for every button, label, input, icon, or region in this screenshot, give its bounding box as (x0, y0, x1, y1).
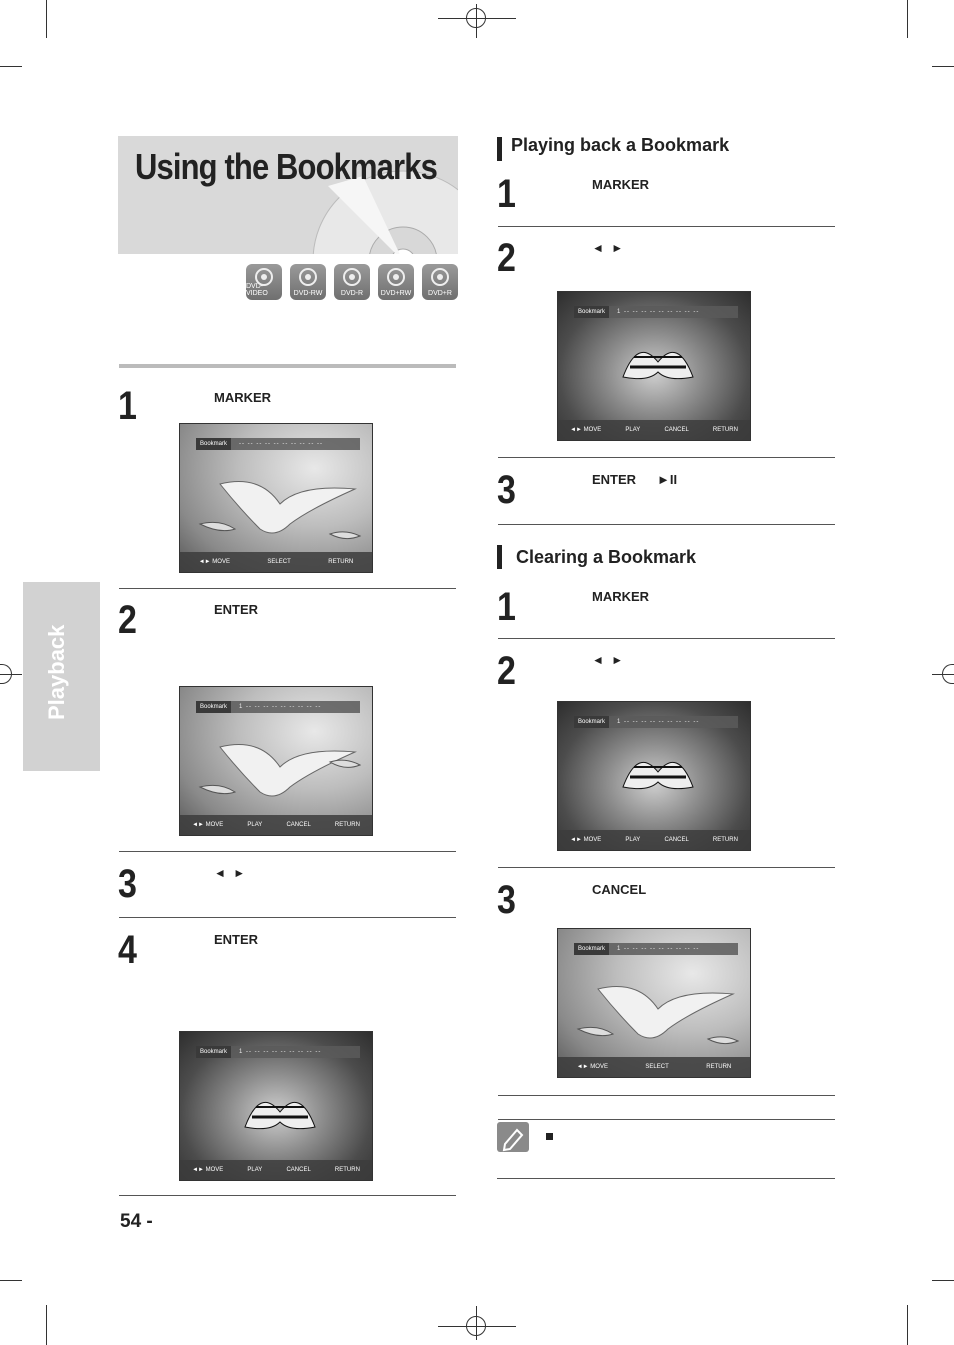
divider (119, 917, 456, 918)
divider (498, 867, 835, 868)
bullet-square (546, 1133, 553, 1140)
step-number: 4 (118, 928, 137, 972)
divider (498, 1119, 835, 1120)
step-number: 3 (118, 862, 137, 906)
dvd-r-icon: DVD-R (334, 264, 370, 300)
page-number: 54 - (120, 1211, 153, 1232)
step-number: 2 (118, 598, 137, 642)
arrow-keys: ◄ ► (592, 653, 626, 667)
divider (498, 1095, 835, 1096)
play-pause-icon: ►II (657, 472, 678, 487)
registration-mark (0, 664, 12, 684)
dvd-video-icon: DVD-VIDEO (246, 264, 282, 300)
side-tab-label: Playback (44, 624, 69, 720)
section-heading: Clearing a Bookmark (516, 547, 697, 567)
step-number: 1 (497, 585, 516, 629)
disc-type-icons (246, 264, 458, 300)
note-icon (497, 1122, 529, 1152)
osd-screen: Bookmark 1 -- -- -- -- -- -- -- -- -- ◄► MOVE PLAY CANCEL RETURN (557, 291, 751, 441)
divider (119, 364, 456, 368)
arrow-keys: ◄ ► (592, 241, 626, 255)
step-label: MARKER (214, 390, 272, 405)
step-label: ENTER (214, 602, 259, 617)
dvd-rw-icon: DVD-RW (290, 264, 326, 300)
crop-mark (932, 1280, 954, 1281)
arrow-keys: ◄ ► (214, 866, 248, 880)
crop-mark (46, 0, 47, 38)
step-label: MARKER (592, 589, 650, 604)
section-bar (497, 137, 502, 161)
divider (498, 524, 835, 525)
dvd-plus-r-icon: DVD+R (422, 264, 458, 300)
osd-screen: Bookmark 1 -- -- -- -- -- -- -- -- -- ◄► MOVE PLAY CANCEL RETURN (557, 701, 751, 851)
crop-mark (932, 66, 954, 67)
step-number: 1 (497, 172, 516, 216)
step-number: 3 (497, 878, 516, 922)
step-label: ENTER (592, 472, 637, 487)
step-number: 2 (497, 649, 516, 693)
step-label: CANCEL (592, 882, 647, 897)
page-title: Using the Bookmarks (135, 146, 437, 187)
crop-mark (907, 1305, 908, 1345)
crop-mark (0, 66, 22, 67)
registration-mark (942, 664, 954, 684)
osd-screen: Bookmark 1 -- -- -- -- -- -- -- -- -- ◄► MOVE PLAY CANCEL RETURN (179, 1031, 373, 1181)
crop-mark (907, 0, 908, 38)
step-label: ENTER (214, 932, 259, 947)
divider (498, 457, 835, 458)
osd-screen: Bookmark 1 -- -- -- -- -- -- -- -- -- ◄► MOVE SELECT RETURN (557, 928, 751, 1078)
crop-mark (0, 1280, 22, 1281)
osd-screen: Bookmark -- -- -- -- -- -- -- -- -- -- ◄► MOVE SELECT RETURN (179, 423, 373, 573)
section-heading: Playing back a Bookmark (511, 135, 730, 155)
divider (119, 851, 456, 852)
step-number: 1 (118, 384, 137, 428)
step-label: MARKER (592, 177, 650, 192)
osd-bookmark-label: Bookmark (196, 438, 231, 450)
divider (498, 638, 835, 639)
crop-mark (46, 1305, 47, 1345)
divider (119, 1195, 456, 1196)
divider (119, 588, 456, 589)
step-number: 3 (497, 468, 516, 512)
registration-mark (466, 8, 486, 28)
section-bar (497, 545, 502, 569)
dvd-plus-rw-icon: DVD+RW (378, 264, 414, 300)
divider (498, 226, 835, 227)
osd-screen: Bookmark 1 -- -- -- -- -- -- -- -- -- ◄► MOVE PLAY CANCEL RETURN (179, 686, 373, 836)
divider (497, 1178, 835, 1179)
step-number: 2 (497, 236, 516, 280)
registration-mark (466, 1316, 486, 1336)
